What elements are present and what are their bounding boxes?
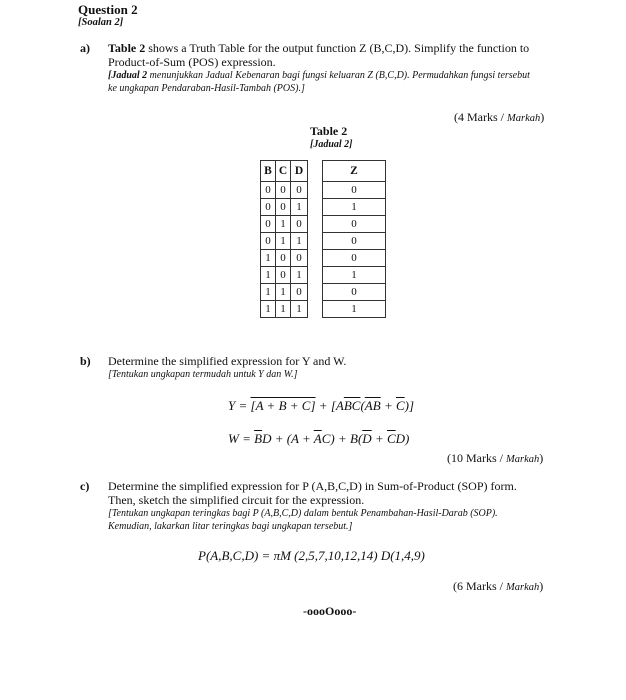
- part-b-malay: [Tentukan ungkapan termudah untuk Y dan W.]: [108, 369, 298, 380]
- table-gap: [308, 161, 323, 182]
- cell-c: 0: [276, 250, 291, 267]
- table-row: [261, 216, 386, 233]
- cell-c: 1: [276, 284, 291, 301]
- equation-p: P(A,B,C,D) = πM (2,5,7,10,12,14) D(1,4,9): [198, 548, 425, 563]
- table-row: [261, 182, 386, 199]
- table-row: [261, 233, 386, 250]
- cell-b: 0: [261, 233, 276, 250]
- table-row: [261, 250, 386, 267]
- cell-b: 1: [261, 267, 276, 284]
- header-c: C: [276, 161, 291, 182]
- cell-c: 0: [276, 182, 291, 199]
- question-title-malay: [Soalan 2]: [78, 17, 124, 28]
- cell-c: 0: [276, 267, 291, 284]
- equation-w: $W = \overline{B}D + (A + \overline{A}C) + B(\overline{D} + \overline{C}D)$: [228, 431, 410, 446]
- part-c-malay-line1: [Tentukan ungkapan teringkas bagi P (A,B,C,D) dalam bentuk Penambahan-Hasil-Darab (SOP).: [108, 508, 498, 519]
- table-row: [261, 199, 386, 216]
- part-a-line1: Table 2 shows a Truth Table for the output function Z (B,C,D). Simplify the function to: [108, 41, 530, 55]
- part-c-malay-line2: Kemudian, lakarkan litar teringkas bagi ungkapan tersebut.]: [108, 521, 353, 532]
- truth-table: [260, 160, 386, 318]
- part-b-marks: (10 Marks / Markah): [447, 451, 544, 465]
- cell-b: 0: [261, 182, 276, 199]
- table-title: Table 2: [310, 124, 348, 138]
- cell-d: 0: [291, 250, 308, 267]
- cell-b: 1: [261, 250, 276, 267]
- part-c-marks: (6 Marks / Markah): [453, 579, 544, 593]
- part-a-marks: (4 Marks / Markah): [454, 110, 545, 124]
- cell-b: 0: [261, 216, 276, 233]
- cell-c: 0: [276, 199, 291, 216]
- cell-z: 1: [323, 267, 386, 284]
- header-z: Z: [323, 161, 386, 182]
- cell-z: 0: [323, 216, 386, 233]
- part-c-label: c): [80, 479, 90, 493]
- part-a-label: a): [80, 41, 90, 55]
- cell-d: 1: [291, 199, 308, 216]
- cell-z: 0: [323, 250, 386, 267]
- part-a-malay-line1: [Jadual 2 menunjukkan Jadual Kebenaran bagi fungsi keluaran Z (B,C,D). Permudahkan fungsi tersebut: [108, 70, 530, 81]
- cell-b: 1: [261, 301, 276, 318]
- cell-c: 1: [276, 233, 291, 250]
- part-c-line1: Determine the simplified expression for P (A,B,C,D) in Sum-of-Product (SOP) form.: [108, 479, 517, 493]
- cell-z: 1: [323, 301, 386, 318]
- end-marker: -oooOooo-: [303, 604, 357, 618]
- cell-d: 1: [291, 301, 308, 318]
- header-d: D: [291, 161, 308, 182]
- table-row: [261, 284, 386, 301]
- table-header-row: [261, 161, 386, 182]
- table-row: [261, 301, 386, 318]
- cell-z: 0: [323, 233, 386, 250]
- part-a-line2: Product-of-Sum (POS) expression.: [108, 55, 276, 69]
- table-row: [261, 267, 386, 284]
- cell-z: 0: [323, 182, 386, 199]
- cell-d: 0: [291, 216, 308, 233]
- cell-c: 1: [276, 216, 291, 233]
- part-b-line1: Determine the simplified expression for Y and W.: [108, 354, 347, 368]
- part-b-label: b): [80, 354, 91, 368]
- cell-b: 1: [261, 284, 276, 301]
- header-b: B: [261, 161, 276, 182]
- cell-d: 1: [291, 233, 308, 250]
- cell-z: 1: [323, 199, 386, 216]
- equation-y: $Y = [A + B + C] + [A\overline{BC}(\overline{AB} + \overline{C})]$: [228, 398, 415, 413]
- question-title: Question 2: [78, 2, 138, 17]
- cell-d: 0: [291, 182, 308, 199]
- cell-b: 0: [261, 199, 276, 216]
- part-a-malay-line2: ke ungkapan Pendaraban-Hasil-Tambah (POS).]: [108, 83, 305, 94]
- cell-d: 1: [291, 267, 308, 284]
- table-title-malay: [Jadual 2]: [310, 139, 353, 150]
- cell-d: 0: [291, 284, 308, 301]
- part-c-line2: Then, sketch the simplified circuit for the expression.: [108, 493, 365, 507]
- cell-z: 0: [323, 284, 386, 301]
- cell-c: 1: [276, 301, 291, 318]
